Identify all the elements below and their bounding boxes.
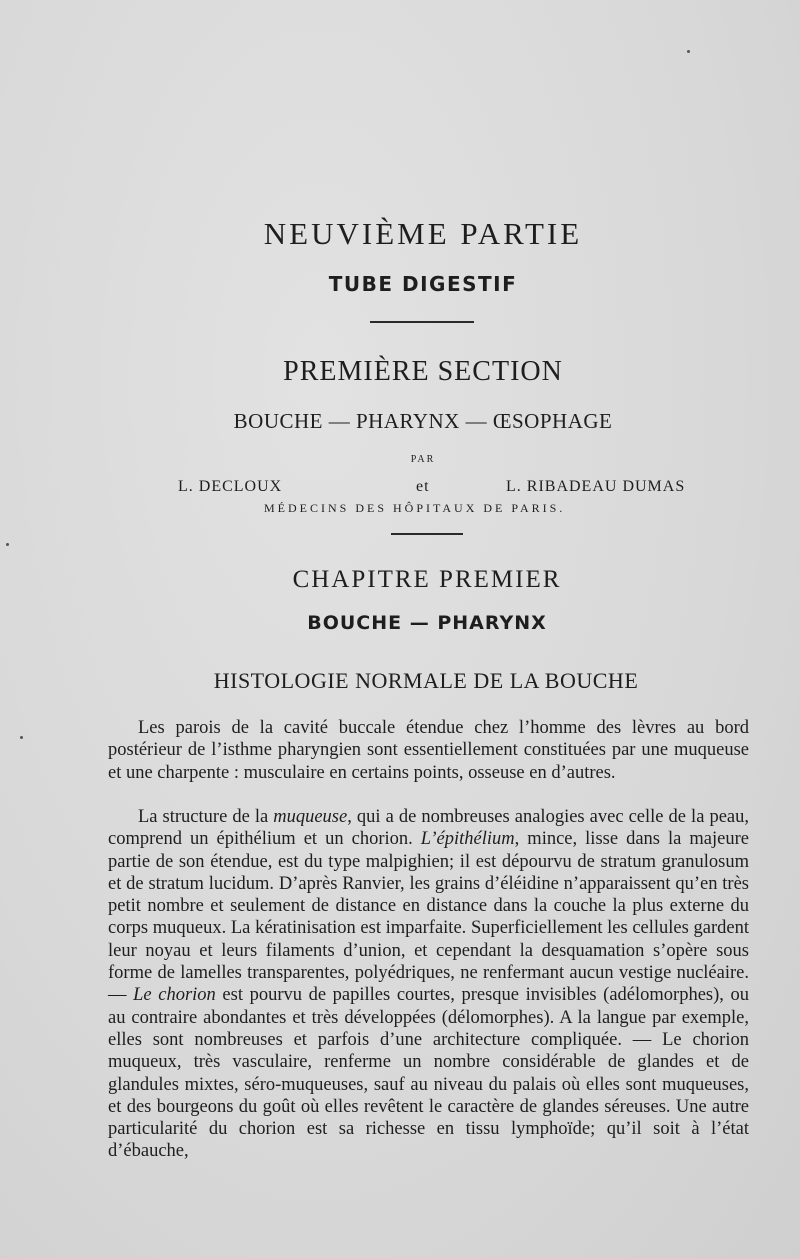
text-run: La structure de la <box>138 807 274 827</box>
print-speck <box>6 543 9 546</box>
text-run: , mince, lisse dans la majeure partie de son étendue, est du type malpighien; il est dépourvu de stratum granulosum et de stratum lucidum. D’après Ranvier, les grains d’éléidine n’apparaissent qu’en très petit nombre et seulement de distance en distance dans la couche la plus externe du corps muqueux. La kératinisation est imparfaite. Superficiellement les cellules gardent leur noyau et leurs filaments d’union, et cependant la desquamation s’opère sous forme de lamelles transparentes, polyédriques, ne renfermant aucun vestige nucléaire. — <box>108 829 749 1006</box>
chapter-subtitle: BOUCHE — PHARYNX <box>307 612 547 634</box>
section-subtitle: BOUCHE — PHARYNX — ŒSOPHAGE <box>233 409 613 433</box>
italic-term-chorion: Le chorion <box>133 985 216 1006</box>
paragraph-text: Les parois de la cavité buccale étendue chez l’homme des lèvres au bord postérieur de l’isthme pharyngien sont essentiellement constituées par une muqueuse et une charpente : musculaire en certains points, osseuse en d’autres. <box>108 718 749 783</box>
italic-term-muqueuse: muqueuse <box>273 807 348 827</box>
text-run: est pourvu de papilles courtes, presque invisibles (adélomorphes), ou au contraire abondantes et très développées (délomorphes). A la langue par exemple, elles sont nombreuses et parfois d’une architecture compliquée. — Le chorion muqueux, très vasculaire, renferme un nombre considérable de glandes et de glandules mixtes, séro-muqueuses, sauf au niveau du palais où elles sont muqueuses, et des bourgeons du goût où elles revêtent le caractère de glandes séreuses. Une autre particularité du chorion est sa richesse en tissu lymphoïde; qu’il soit à l’état d’ébauche, <box>108 985 750 1162</box>
by-label: PAR <box>410 454 436 465</box>
body-paragraph <box>108 806 749 1163</box>
section-heading: HISTOLOGIE NORMALE DE LA BOUCHE <box>213 668 639 693</box>
part-subtitle: TUBE DIGESTIF <box>328 272 518 296</box>
separator-rule <box>391 533 463 535</box>
text-run: , qui a de nombreuses analogies avec celle de la peau, comprend un épithélium et un chorion. <box>108 807 749 850</box>
author-second: L. RIBADEAU DUMAS <box>506 478 686 495</box>
print-speck <box>687 50 690 53</box>
author-conjunction: et <box>416 478 430 495</box>
separator-rule <box>370 321 474 323</box>
italic-term-epithelium: L’épithélium <box>420 829 515 850</box>
author-first: L. DECLOUX <box>178 478 283 495</box>
part-title: NEUVIÈME PARTIE <box>263 216 583 251</box>
paragraph-text <box>108 806 749 1163</box>
body-paragraph <box>108 717 749 784</box>
print-speck <box>20 736 23 739</box>
section-title: PREMIÈRE SECTION <box>283 356 563 387</box>
authors-title: MÉDECINS DES HÔPITAUX DE PARIS. <box>264 501 566 515</box>
chapter-title: CHAPITRE PREMIER <box>292 566 562 593</box>
